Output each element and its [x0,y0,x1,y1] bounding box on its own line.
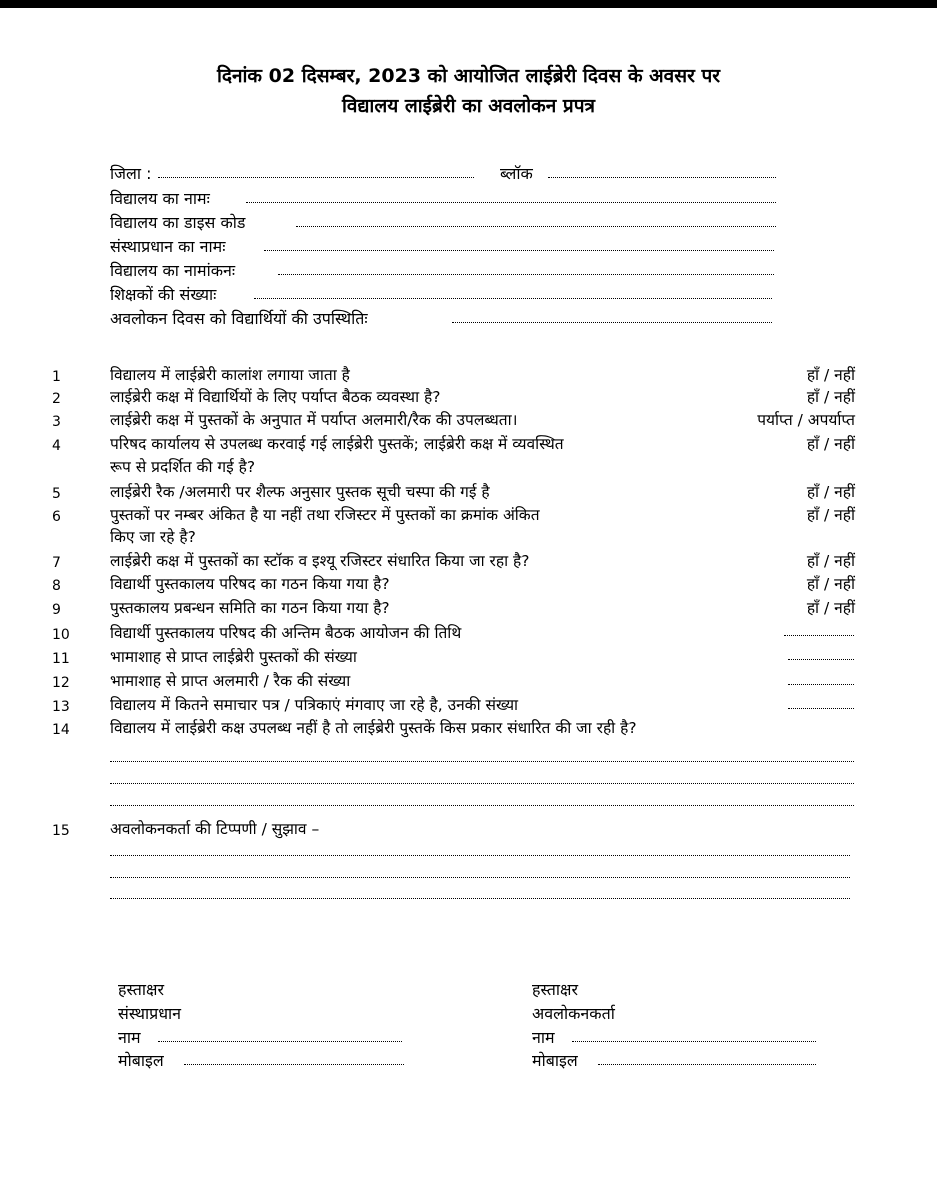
question-text: विद्यालय में लाईब्रेरी कालांश लगाया जाता है [110,366,350,384]
principal-role-label: संस्थाप्रधान [118,1004,182,1023]
answer-line[interactable] [110,898,850,899]
question-text-cont: किए जा रहे है? [110,528,196,546]
question-number: 14 [52,722,70,738]
principal-name-signature-field[interactable] [158,1041,402,1042]
answer-field[interactable] [788,684,854,685]
enrollment-label: विद्यालय का नामांकनः [110,261,236,280]
question-text: लाईब्रेरी कक्ष में पुस्तकों के अनुपात में पर्याप्त अलमारी/रैक की उपलब्धता। [110,411,518,429]
answer-line[interactable] [110,761,854,762]
question-number: 7 [52,555,61,571]
question-text: विद्यार्थी पुस्तकालय परिषद की अन्तिम बैठक आयोजन की तिथि [110,624,462,642]
question-text: पुस्तकालय प्रबन्धन समिति का गठन किया गया है? [110,599,390,617]
question-number: 13 [52,699,70,715]
answer-option[interactable]: हाँ / नहीं [806,366,855,384]
form-title-line1: दिनांक 02 दिसम्बर, 2023 को आयोजित लाईब्रेरी दिवस के अवसर पर [216,65,721,87]
question-text: अवलोकनकर्ता की टिप्पणी / सुझाव – [110,820,320,838]
answer-line[interactable] [110,805,854,806]
question-text-cont: रूप से प्रदर्शित की गई है? [110,458,256,476]
block-label: ब्लॉक [500,164,533,183]
answer-option[interactable]: हाँ / नहीं [806,599,855,617]
name-label: नाम [532,1028,555,1047]
question-text: पुस्तकों पर नम्बर अंकित है या नहीं तथा रजिस्टर में पुस्तकों का क्रमांक अंकित [110,506,540,524]
question-text: परिषद कार्यालय से उपलब्ध करवाई गई लाईब्रेरी पुस्तकें; लाईब्रेरी कक्ष में व्यवस्थित [110,435,564,453]
mobile-label: मोबाइल [118,1051,164,1070]
question-number: 5 [52,486,61,502]
answer-option[interactable]: पर्याप्त / अपर्याप्त [757,411,855,429]
answer-field[interactable] [788,659,854,660]
district-field[interactable] [158,177,474,178]
top-border [0,0,937,8]
question-number: 11 [52,651,70,667]
question-number: 1 [52,369,61,385]
question-number: 12 [52,675,70,691]
principal-name-field[interactable] [264,250,774,251]
signature-label: हस्ताक्षर [118,980,165,999]
question-number: 8 [52,578,61,594]
school-name-field[interactable] [246,202,776,203]
school-name-label: विद्यालय का नामः [110,189,210,208]
question-number: 3 [52,414,61,430]
name-label: नाम [118,1028,141,1047]
teachers-label: शिक्षकों की संख्याः [110,285,217,304]
question-text: विद्यार्थी पुस्तकालय परिषद का गठन किया गया है? [110,575,390,593]
enrollment-field[interactable] [278,274,774,275]
question-text: लाईब्रेरी कक्ष में विद्यार्थियों के लिए पर्याप्त बैठक व्यवस्था है? [110,388,441,406]
question-text: विद्यालय में कितने समाचार पत्र / पत्रिकाएं मंगवाए जा रहे है, उनकी संख्या [110,696,519,714]
principal-name-label: संस्थाप्रधान का नामः [110,237,226,256]
block-field[interactable] [548,177,776,178]
answer-option[interactable]: हाँ / नहीं [806,552,855,570]
dise-code-field[interactable] [296,226,776,227]
attendance-label: अवलोकन दिवस को विद्यार्थियों की उपस्थितिः [110,309,368,328]
form-title-line2: विद्यालय लाईब्रेरी का अवलोकन प्रपत्र [341,95,596,117]
answer-line[interactable] [110,855,850,856]
district-label: जिला : [110,164,152,183]
dise-code-label: विद्यालय का डाइस कोड [110,213,246,232]
question-text: भामाशाह से प्राप्त लाईब्रेरी पुस्तकों की संख्या [110,648,357,666]
answer-option[interactable]: हाँ / नहीं [806,575,855,593]
question-text: भामाशाह से प्राप्त अलमारी / रैक की संख्या [110,672,351,690]
answer-field[interactable] [784,635,854,636]
answer-option[interactable]: हाँ / नहीं [806,388,855,406]
answer-field[interactable] [788,708,854,709]
observer-role-label: अवलोकनकर्ता [532,1004,615,1023]
mobile-label: मोबाइल [532,1051,578,1070]
question-number: 4 [52,438,61,454]
signature-label: हस्ताक्षर [532,980,579,999]
principal-mobile-field[interactable] [184,1064,404,1065]
question-number: 9 [52,602,61,618]
question-text: विद्यालय में लाईब्रेरी कक्ष उपलब्ध नहीं है तो लाईब्रेरी पुस्तकें किस प्रकार संधारित की जा रही है? [110,719,637,737]
answer-line[interactable] [110,783,854,784]
answer-option[interactable]: हाँ / नहीं [806,435,855,453]
attendance-field[interactable] [452,322,772,323]
answer-option[interactable]: हाँ / नहीं [806,506,855,524]
question-number: 2 [52,391,61,407]
question-text: लाईब्रेरी कक्ष में पुस्तकों का स्टॉक व इश्यू रजिस्टर संधारित किया जा रहा है? [110,552,530,570]
observer-name-field[interactable] [572,1041,816,1042]
teachers-field[interactable] [254,298,772,299]
answer-option[interactable]: हाँ / नहीं [806,483,855,501]
observer-mobile-field[interactable] [598,1064,816,1065]
question-number: 6 [52,509,61,525]
question-number: 15 [52,823,70,839]
question-number: 10 [52,627,70,643]
answer-line[interactable] [110,877,850,878]
question-text: लाईब्रेरी रैक /अलमारी पर शैल्फ अनुसार पुस्तक सूची चस्पा की गई है [110,483,490,501]
